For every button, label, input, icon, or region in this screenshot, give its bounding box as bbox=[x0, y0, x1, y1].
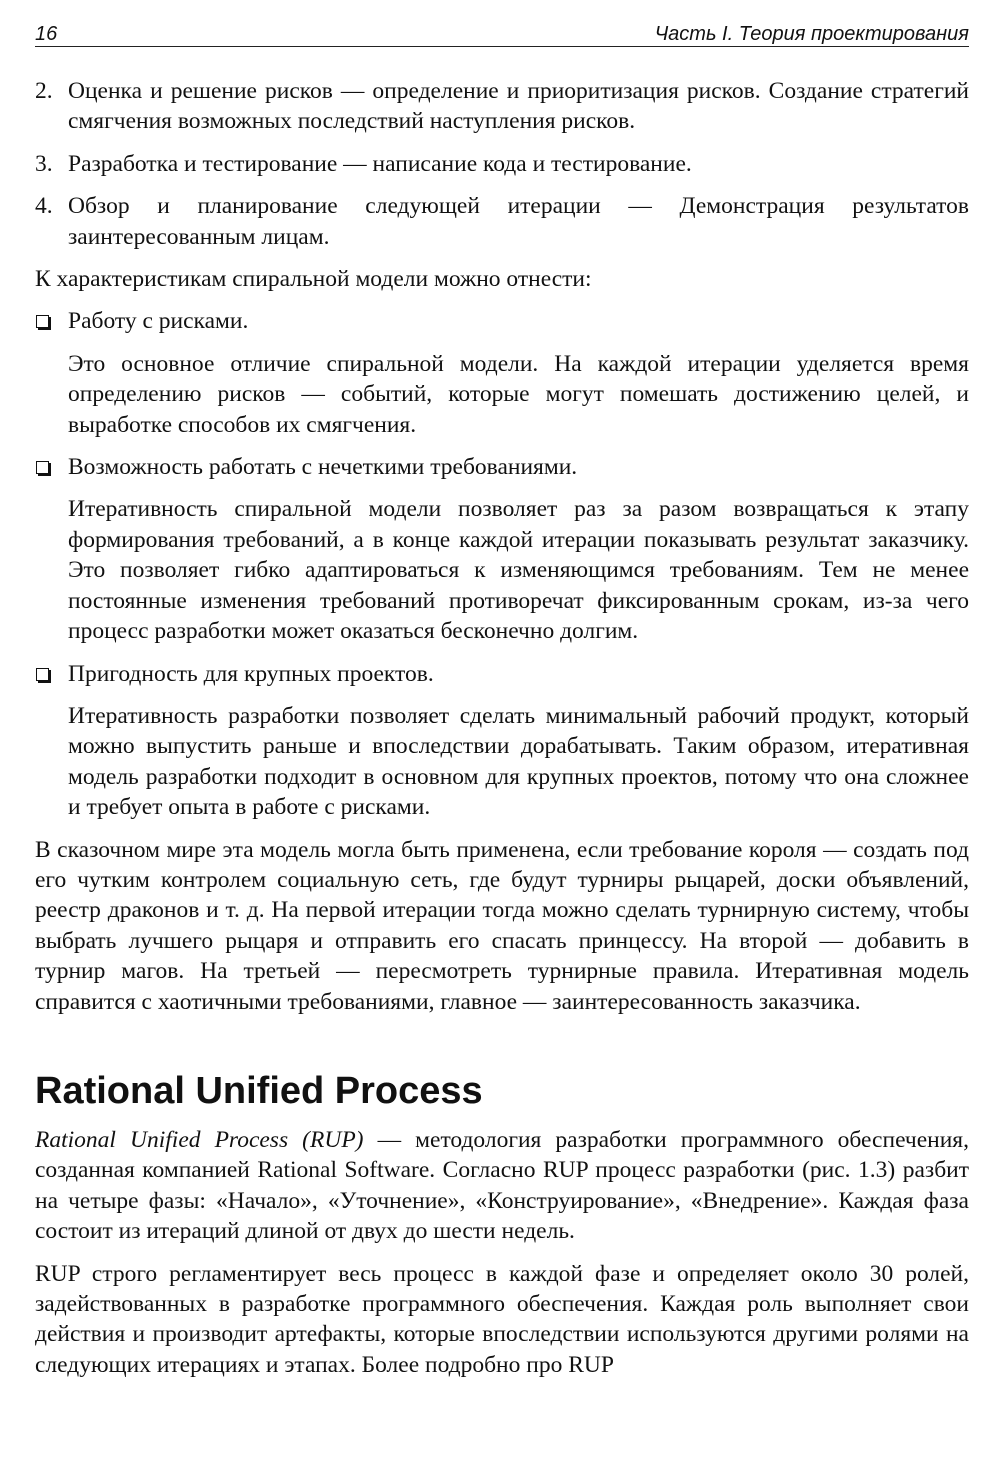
rup-intro-paragraph bbox=[35, 1125, 969, 1247]
bullet-large-projects bbox=[35, 659, 969, 689]
numbered-item-3 bbox=[35, 149, 969, 179]
bullet-title: Работу с рисками. bbox=[68, 308, 249, 335]
section-heading: Rational Unified Process bbox=[35, 1069, 483, 1112]
rup-term: Rational Unified Process (RUP) bbox=[35, 1126, 364, 1153]
checkbox-bullet-icon bbox=[36, 668, 49, 681]
numbered-item-2 bbox=[35, 76, 969, 137]
bullet-body: Итеративность спиральной модели позволяет раз за разом возвращаться к этапу формирования требований, а в конце каждой итерации показывать результат заказчику. Это позволяет гибко адаптироваться к изменяющимся требованиям. Тем не менее постоянные изменения требований противоречат фиксированным срокам, из-за чего процесс разработки может оказаться бесконечно долгим. bbox=[68, 496, 969, 645]
rup-intro-text: — методология разработки программного обеспечения, созданная компанией Rational Software. Согласно RUP процесс разработки (рис. 1.3) разбит на четыре фазы: «Начало», «Уточнение», «Конструирование», «Внедрение». Каждая фаза состоит из итераций длиной от двух до шести недель. bbox=[35, 1126, 969, 1245]
part-title: Часть I. Теория проектирования bbox=[654, 23, 969, 45]
running-header bbox=[35, 0, 969, 47]
characteristics-intro: К характеристикам спиральной модели можно отнести: bbox=[35, 266, 592, 293]
item-text: Оценка и решение рисков — определение и приоритизация рисков. Создание стратегий смягчения возможных последствий наступления рисков. bbox=[68, 78, 969, 135]
item-number: 4. bbox=[35, 193, 53, 220]
bullet-fuzzy-requirements bbox=[35, 452, 969, 482]
bullet-body: Это основное отличие спиральной модели. На каждой итерации уделяется время определению рисков — событий, которые могут помешать достижению целей, и выработке способов их смягчения. bbox=[68, 350, 969, 438]
item-text: Разработка и тестирование — написание кода и тестирование. bbox=[68, 150, 692, 177]
item-text: Обзор и планирование следующей итерации — Демонстрация результатов заинтересованным лицам. bbox=[68, 193, 969, 250]
bullet-title: Возможность работать с нечеткими требованиями. bbox=[68, 454, 578, 481]
bullet-risks bbox=[35, 306, 969, 336]
numbered-item-4 bbox=[35, 191, 969, 252]
bullet-body: Итеративность разработки позволяет сделать минимальный рабочий продукт, который можно выпустить раньше и впоследствии дорабатывать. Таким образом, итеративная модель разработки подходит в основном для крупных проектов, потому что она сложнее и требует опыта в работе с рисками. bbox=[68, 702, 969, 821]
rup-roles-paragraph: RUP строго регламентирует весь процесс в каждой фазе и определяет около 30 ролей, задействованных в разработке программного обеспечения. Каждая роль выполняет свои действия и производит артефакты, которые впоследствии используются другими ролями на следующих итерациях и этапах. Более подробно про RUP bbox=[35, 1260, 969, 1378]
bullet-title: Пригодность для крупных проектов. bbox=[68, 660, 434, 687]
body-text bbox=[35, 76, 969, 1380]
page-number: 16 bbox=[35, 23, 58, 45]
fairy-tale-paragraph: В сказочном мире эта модель могла быть применена, если требование короля — создать под его чутким контролем социальную сеть, где будут турниры рыцарей, доски объявлений, реестр драконов и т. д. На первой итерации тогда можно сделать турнирную систему, чтобы выбрать лучшего рыцаря и отправить его спасать принцессу. На второй — добавить в турнир магов. На третьей — пересмотреть турнирные правила. Итеративная модель справится с хаотичными требованиями, главное — заинтересованность заказчика. bbox=[35, 836, 969, 1015]
checkbox-bullet-icon bbox=[36, 461, 49, 474]
checkbox-bullet-icon bbox=[36, 315, 49, 328]
item-number: 3. bbox=[35, 150, 53, 177]
book-page bbox=[35, 0, 969, 1380]
item-number: 2. bbox=[35, 78, 53, 104]
